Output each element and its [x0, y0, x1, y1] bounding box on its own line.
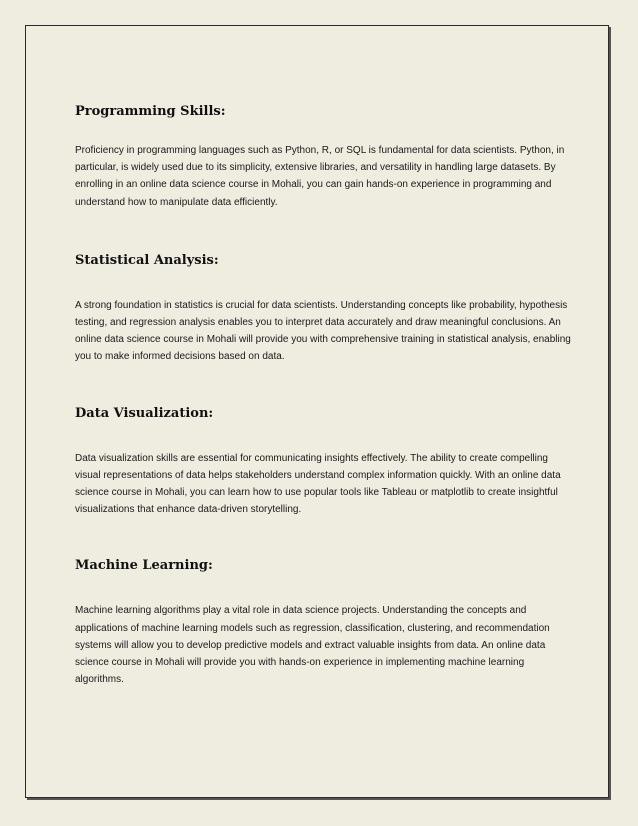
section-paragraph: Data visualization skills are essential for communicating insights effectively. The ability to create compelling visual representations of data helps stakeholders understand complex information quickly. With an online data science course in Mohali, you can learn how to use popular tools like Tableau or matplotlib to create insightful visualizations that enhance data-driven storytelling.	[75, 452, 561, 516]
section-paragraph: Proficiency in programming languages such as Python, R, or SQL is fundamental for data scientists. Python, in particular, is widely used due to its simplicity, extensive libraries, and versatility in handling large datasets. By enrolling in an online data science course in Mohali, you can gain hands-on experience in programming and understand how to manipulate data efficiently.	[75, 145, 565, 208]
section-heading: Programming Skills:	[75, 104, 226, 119]
section-programming-skills	[75, 102, 575, 211]
section-heading: Machine Learning:	[75, 558, 213, 574]
section-data-visualization	[75, 404, 575, 519]
section-heading: Data Visualization:	[75, 405, 214, 421]
section-machine-learning	[75, 556, 575, 688]
section-statistical-analysis	[75, 251, 575, 366]
section-paragraph: A strong foundation in statistics is crucial for data scientists. Understanding concepts like probability, hypothesis testing, and regression analysis enables you to interpret data accurately and draw meaningful conclusions. An online data science course in Mohali will provide you with comprehensive training in statistical analysis, enabling you to make informed decisions based on data.	[75, 299, 571, 363]
document-content	[75, 102, 575, 688]
section-paragraph: Machine learning algorithms play a vital role in data science projects. Understanding the concepts and applications of machine learning models such as regression, classification, clustering, and recommendation systems will allow you to develop predictive models and extract valuable insights from data. An online data science course in Mohali will provide you with hands-on experience in implementing machine learning algorithms.	[75, 605, 550, 686]
section-heading: Statistical Analysis:	[75, 252, 219, 268]
